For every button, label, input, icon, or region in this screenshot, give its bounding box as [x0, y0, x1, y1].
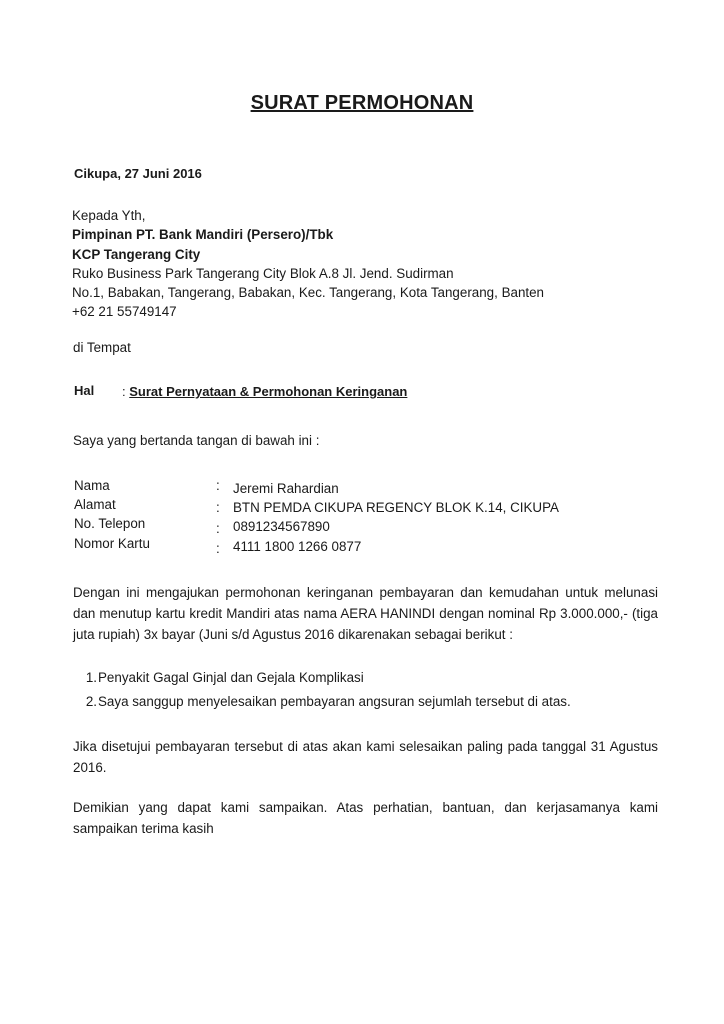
- list-item: [73, 694, 571, 709]
- field-colon-nama: :: [216, 478, 220, 493]
- letter-date: Cikupa, 27 Juni 2016: [74, 166, 202, 181]
- subject-line: [122, 384, 407, 399]
- approval-paragraph: Jika disetujui pembayaran tersebut di atas akan kami selesaikan paling pada tanggal 31 Agustus 2016.: [73, 739, 658, 775]
- field-colon-alamat: :: [216, 500, 220, 515]
- recipient-address-line1: Ruko Business Park Tangerang City Blok A.8 Jl. Jend. Sudirman: [72, 265, 454, 281]
- field-label-kartu: Nomor Kartu: [74, 536, 150, 551]
- intro-text: Saya yang bertanda tangan di bawah ini :: [73, 433, 320, 448]
- recipient-greeting: Kepada Yth,: [72, 208, 146, 223]
- recipient-block: [72, 206, 544, 322]
- field-label-alamat: Alamat: [74, 497, 116, 512]
- list-item-number: 1.: [85, 670, 97, 685]
- subject-separator: :: [122, 384, 126, 399]
- field-value-nama: Jeremi Rahardian: [233, 481, 339, 496]
- list-item-text: Saya sanggup menyelesaikan pembayaran angsuran sejumlah tersebut di atas.: [98, 694, 571, 709]
- field-value-kartu: 4111 1800 1266 0877: [233, 539, 362, 554]
- subject-text: Surat Pernyataan & Permohonan Keringanan: [129, 384, 408, 399]
- recipient-branch: KCP Tangerang City: [72, 246, 201, 262]
- field-label-nama: Nama: [74, 478, 110, 493]
- recipient-place: di Tempat: [73, 340, 131, 355]
- field-colon-telepon: :: [216, 521, 220, 536]
- list-item-text: Penyakit Gagal Ginjal dan Gejala Komplikasi: [98, 670, 364, 685]
- subject-label: Hal: [74, 383, 95, 398]
- body-paragraph: Dengan ini mengajukan permohonan keringanan pembayaran dan kemudahan untuk melunasi dan menutup kartu kredit Mandiri atas nama AERA HANINDI dengan nominal Rp 3.000.000,- (tiga juta rupiah) 3x bayar (Juni s/d Agustus 2016 dikarenakan sebagai berikut :: [73, 585, 658, 642]
- closing-paragraph: Demikian yang dapat kami sampaikan. Atas perhatian, bantuan, dan kerjasamanya kami sampaikan terima kasih: [73, 800, 658, 836]
- field-value-alamat: BTN PEMDA CIKUPA REGENCY BLOK K.14, CIKUPA: [233, 500, 559, 515]
- letter-title: SURAT PERMOHONAN: [250, 92, 474, 114]
- list-item-number: 2.: [85, 694, 97, 709]
- list-item: [73, 670, 364, 685]
- recipient-phone: +62 21 55749147: [72, 304, 177, 320]
- field-colon-kartu: :: [216, 541, 220, 556]
- field-value-telepon: 0891234567890: [233, 519, 330, 534]
- recipient-name: Pimpinan PT. Bank Mandiri (Persero)/Tbk: [72, 227, 334, 243]
- recipient-address-line2: No.1, Babakan, Tangerang, Babakan, Kec. Tangerang, Kota Tangerang, Banten: [72, 285, 545, 301]
- field-label-telepon: No. Telepon: [74, 516, 146, 531]
